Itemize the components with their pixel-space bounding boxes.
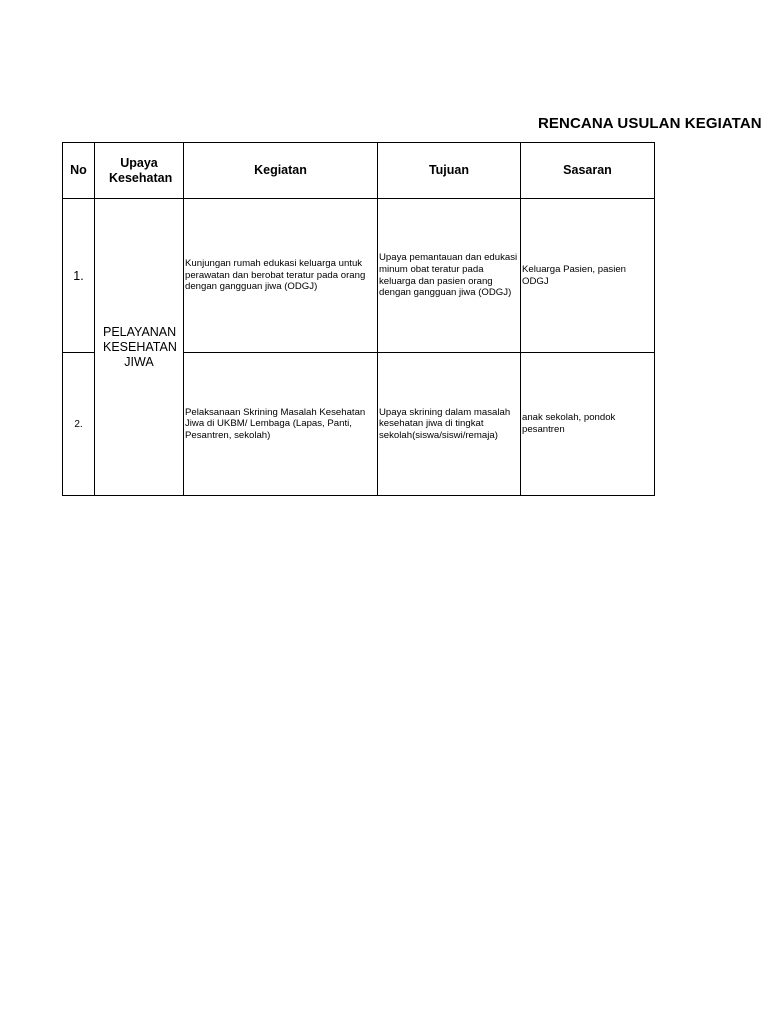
row-number: 1.: [63, 199, 95, 353]
header-tujuan: Tujuan: [378, 143, 521, 199]
tujuan-cell: [378, 199, 521, 353]
row-number: 2.: [63, 353, 95, 496]
upaya-kesehatan-label: PELAYANAN KESEHATAN JIWA: [103, 324, 177, 369]
header-no: No: [63, 143, 95, 199]
kegiatan-text: Kunjungan rumah edukasi keluarga untuk perawatan dan berobat teratur pada orang dengan gangguan jiwa (ODGJ): [185, 258, 366, 293]
sasaran-text: anak sekolah, pondok pesantren: [522, 412, 616, 435]
tujuan-text: Upaya skrining dalam masalah kesehatan jiwa di tingkat sekolah(siswa/siswi/remaja): [379, 406, 511, 441]
header-sasaran: Sasaran: [521, 143, 655, 199]
header-kegiatan: Kegiatan: [184, 143, 378, 199]
header-upaya-kesehatan-label: Upaya Kesehatan: [109, 155, 173, 185]
upaya-kesehatan-cell: [95, 199, 184, 496]
title-clip: [480, 112, 762, 138]
kegiatan-cell: [184, 353, 378, 496]
kegiatan-cell: [184, 199, 378, 353]
tujuan-cell: [378, 353, 521, 496]
table-row: [63, 199, 655, 353]
tujuan-text: Upaya pemantauan dan edukasi minum obat teratur pada keluarga dan pasien orang dengan gangguan jiwa (ODGJ): [379, 252, 518, 299]
activity-table: [62, 142, 655, 496]
sasaran-cell: [521, 199, 655, 353]
kegiatan-text: Pelaksanaan Skrining Masalah Kesehatan Jiwa di UKBM/ Lembaga (Lapas, Panti, Pesantren, sekolah): [185, 406, 366, 441]
sasaran-cell: [521, 353, 655, 496]
sasaran-text: Keluarga Pasien, pasien ODGJ: [522, 263, 627, 287]
header-upaya-kesehatan: [95, 143, 184, 199]
header-row: [63, 143, 655, 199]
document-title: RENCANA USULAN KEGIATAN: [538, 115, 762, 132]
